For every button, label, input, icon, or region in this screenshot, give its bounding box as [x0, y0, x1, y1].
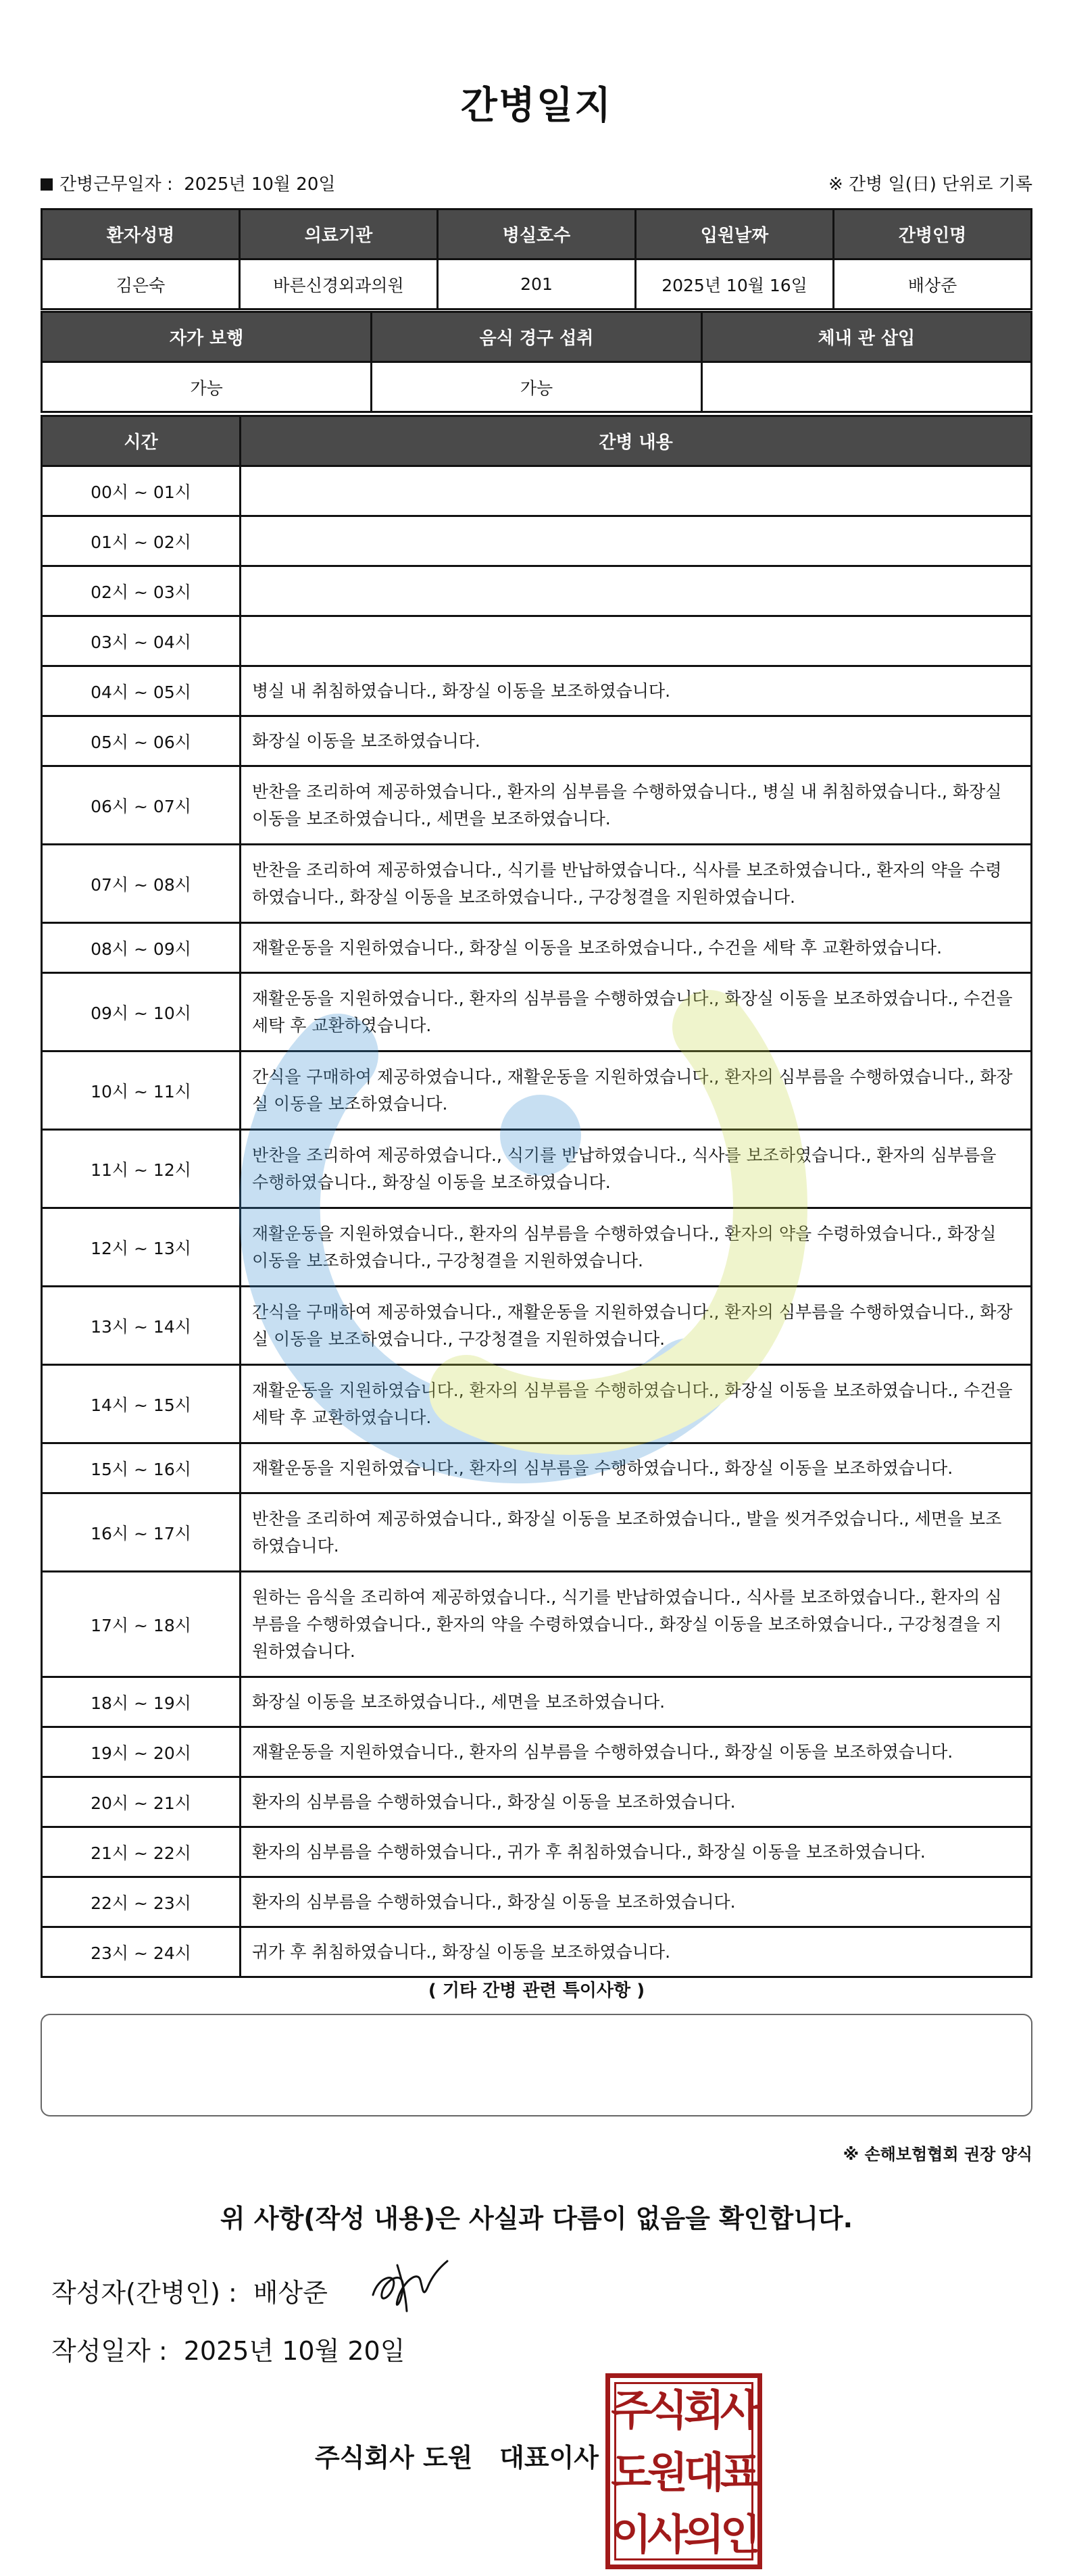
patient-condition-table: [41, 311, 1032, 413]
header-cell: 음식 경구 섭취: [372, 312, 701, 362]
time-slot: 02시 ~ 03시: [42, 566, 241, 616]
table-row: [42, 1208, 1032, 1287]
table-row: [42, 466, 1032, 516]
care-content: 반찬을 조리하여 제공하였습니다., 식기를 반납하였습니다., 식사를 보조하였습니다., 환자의 심부름을 수행하였습니다., 화장실 이동을 보조하였습니다.: [241, 1130, 1032, 1208]
care-content: 병실 내 취침하였습니다., 화장실 이동을 보조하였습니다.: [241, 666, 1032, 716]
table-row: [42, 259, 1032, 309]
header-cell-content: 간병 내용: [241, 416, 1032, 466]
written-date-line: [51, 2330, 405, 2367]
care-content: 반찬을 조리하여 제공하였습니다., 환자의 심부름을 수행하였습니다., 병실 내 취침하였습니다., 화장실 이동을 보조하였습니다., 세면을 보조하였습니다.: [241, 766, 1032, 845]
header-cell: 간병인명: [834, 209, 1032, 259]
header-cell: 자가 보행: [42, 312, 372, 362]
work-date-value: 2025년 10월 20일: [184, 174, 336, 195]
table-row: [42, 1572, 1032, 1677]
header-cell-time: 시간: [42, 416, 241, 466]
header-cell: 의료기관: [240, 209, 438, 259]
table-row: [42, 1493, 1032, 1572]
seal-text-line: 주식회사: [611, 2385, 757, 2435]
care-content: [241, 566, 1032, 616]
care-content: [241, 516, 1032, 566]
oral-intake-value: 가능: [372, 362, 701, 412]
writer-line: [51, 2272, 328, 2309]
table-row: [42, 1877, 1032, 1927]
table-row: [42, 1130, 1032, 1208]
care-content: 재활운동을 지원하였습니다., 화장실 이동을 보조하였습니다., 수건을 세탁 후 교환하였습니다.: [241, 923, 1032, 973]
care-content: 재활운동을 지원하였습니다., 환자의 심부름을 수행하였습니다., 환자의 약을 수령하였습니다., 화장실 이동을 보조하였습니다., 구강청결을 지원하였습니다.: [241, 1208, 1032, 1287]
time-slot: 12시 ~ 13시: [42, 1208, 241, 1287]
time-slot: 11시 ~ 12시: [42, 1130, 241, 1208]
care-content: 재활운동을 지원하였습니다., 환자의 심부름을 수행하였습니다., 화장실 이동을 보조하였습니다.: [241, 1443, 1032, 1493]
header-cell: 입원날짜: [636, 209, 834, 259]
time-slot: 06시 ~ 07시: [42, 766, 241, 845]
table-row: [42, 516, 1032, 566]
time-slot: 13시 ~ 14시: [42, 1287, 241, 1365]
time-slot: 16시 ~ 17시: [42, 1493, 241, 1572]
handwritten-signature: [358, 2256, 459, 2317]
patient-name: 김은숙: [42, 259, 240, 309]
table-row: [42, 566, 1032, 616]
confirmation-statement: 위 사항(작성 내용)은 사실과 다름이 없음을 확인합니다.: [220, 2204, 853, 2233]
table-row: [42, 616, 1032, 666]
care-content: 환자의 심부름을 수행하였습니다., 귀가 후 취침하였습니다., 화장실 이동을 보조하였습니다.: [241, 1827, 1032, 1877]
time-slot: 14시 ~ 15시: [42, 1365, 241, 1443]
company-seal: [605, 2373, 762, 2569]
time-slot: 08시 ~ 09시: [42, 923, 241, 973]
care-content: 간식을 구매하여 제공하였습니다., 재활운동을 지원하였습니다., 환자의 심부름을 수행하였습니다., 화장실 이동을 보조하였습니다.: [241, 1051, 1032, 1130]
caregiver-name: 배상준: [834, 259, 1032, 309]
writer-label: 작성자(간병인) :: [51, 2278, 237, 2308]
table-row: [42, 1677, 1032, 1727]
care-content: 원하는 음식을 조리하여 제공하였습니다., 식기를 반납하였습니다., 식사를 보조하였습니다., 환자의 심부름을 수행하였습니다., 환자의 약을 수령하였습니다., 화장실 이동을 보조하였습니다., 구강청결을 지원하였습니다.: [241, 1572, 1032, 1677]
table-row: [42, 1287, 1032, 1365]
time-slot: 22시 ~ 23시: [42, 1877, 241, 1927]
table-row: [42, 1051, 1032, 1130]
work-date: [41, 170, 335, 195]
care-content: 반찬을 조리하여 제공하였습니다., 화장실 이동을 보조하였습니다., 발을 씻겨주었습니다., 세면을 보조하였습니다.: [241, 1493, 1032, 1572]
care-content: 재활운동을 지원하였습니다., 환자의 심부름을 수행하였습니다., 화장실 이동을 보조하였습니다., 수건을 세탁 후 교환하였습니다.: [241, 1365, 1032, 1443]
medical-institution: 바른신경외과의원: [240, 259, 438, 309]
time-slot: 07시 ~ 08시: [42, 845, 241, 923]
form-note: ※ 손해보험협회 권장 양식: [843, 2145, 1032, 2164]
admission-date: 2025년 10월 16일: [636, 259, 834, 309]
table-row: [42, 1727, 1032, 1777]
time-slot: 19시 ~ 20시: [42, 1727, 241, 1777]
care-log-body: [42, 466, 1032, 1977]
table-header-row: [42, 312, 1032, 362]
time-slot: 20시 ~ 21시: [42, 1777, 241, 1827]
document-title: 간병일지: [460, 84, 613, 128]
writer-name: 배상준: [253, 2278, 328, 2308]
care-content: 환자의 심부름을 수행하였습니다., 화장실 이동을 보조하였습니다.: [241, 1877, 1032, 1927]
time-slot: 18시 ~ 19시: [42, 1677, 241, 1727]
time-slot: 05시 ~ 06시: [42, 716, 241, 766]
table-row: [42, 1927, 1032, 1977]
time-slot: 01시 ~ 02시: [42, 516, 241, 566]
care-log-table: [41, 415, 1032, 1978]
written-date-value: 2025년 10월 20일: [183, 2336, 405, 2366]
square-bullet-icon: [41, 178, 53, 191]
care-content: 화장실 이동을 보조하였습니다.: [241, 716, 1032, 766]
special-notes-title: ( 기타 간병 관련 특이사항 ): [428, 1981, 645, 2001]
seal-text-line: 도원대표: [611, 2448, 757, 2497]
table-row: [42, 666, 1032, 716]
care-content: 화장실 이동을 보조하였습니다., 세면을 보조하였습니다.: [241, 1677, 1032, 1727]
header-cell: 환자성명: [42, 209, 240, 259]
table-row: [42, 716, 1032, 766]
time-slot: 15시 ~ 16시: [42, 1443, 241, 1493]
table-row: [42, 1365, 1032, 1443]
unit-note: ※ 간병 일(日) 단위로 기록: [828, 174, 1032, 195]
table-row: [42, 1827, 1032, 1877]
self-walking-value: 가능: [42, 362, 372, 412]
care-content: 반찬을 조리하여 제공하였습니다., 식기를 반납하였습니다., 식사를 보조하였습니다., 환자의 약을 수령하였습니다., 화장실 이동을 보조하였습니다., 구강청결을 지원하였습니다.: [241, 845, 1032, 923]
time-slot: 23시 ~ 24시: [42, 1927, 241, 1977]
written-date-label: 작성일자 :: [51, 2336, 168, 2366]
care-content: [241, 466, 1032, 516]
header-cell: 체내 관 삽입: [701, 312, 1031, 362]
time-slot: 00시 ~ 01시: [42, 466, 241, 516]
room-number: 201: [438, 259, 636, 309]
time-slot: 10시 ~ 11시: [42, 1051, 241, 1130]
table-row: [42, 1443, 1032, 1493]
patient-info-table: [41, 208, 1032, 310]
table-header-row: [42, 209, 1032, 259]
tube-insertion-value: [701, 362, 1031, 412]
care-content: 재활운동을 지원하였습니다., 환자의 심부름을 수행하였습니다., 화장실 이동을 보조하였습니다., 수건을 세탁 후 교환하였습니다.: [241, 973, 1032, 1051]
header-cell: 병실호수: [438, 209, 636, 259]
time-slot: 21시 ~ 22시: [42, 1827, 241, 1877]
special-notes-box: [41, 2014, 1032, 2116]
company-representative: 주식회사 도원 대표이사: [315, 2443, 599, 2473]
time-slot: 09시 ~ 10시: [42, 973, 241, 1051]
time-slot: 17시 ~ 18시: [42, 1572, 241, 1677]
table-row: [42, 362, 1032, 412]
care-content: 간식을 구매하여 제공하였습니다., 재활운동을 지원하였습니다., 환자의 심부름을 수행하였습니다., 화장실 이동을 보조하였습니다., 구강청결을 지원하였습니다.: [241, 1287, 1032, 1365]
table-row: [42, 923, 1032, 973]
time-slot: 03시 ~ 04시: [42, 616, 241, 666]
meta-row: [41, 170, 1032, 197]
care-content: 귀가 후 취침하였습니다., 화장실 이동을 보조하였습니다.: [241, 1927, 1032, 1977]
table-row: [42, 973, 1032, 1051]
work-date-label: 간병근무일자 :: [59, 174, 173, 195]
time-slot: 04시 ~ 05시: [42, 666, 241, 716]
table-header-row: [42, 416, 1032, 466]
care-content: 환자의 심부름을 수행하였습니다., 화장실 이동을 보조하였습니다.: [241, 1777, 1032, 1827]
table-row: [42, 766, 1032, 845]
care-content: [241, 616, 1032, 666]
table-row: [42, 845, 1032, 923]
seal-text-line: 이사의인: [611, 2510, 757, 2559]
table-row: [42, 1777, 1032, 1827]
care-content: 재활운동을 지원하였습니다., 환자의 심부름을 수행하였습니다., 화장실 이동을 보조하였습니다.: [241, 1727, 1032, 1777]
